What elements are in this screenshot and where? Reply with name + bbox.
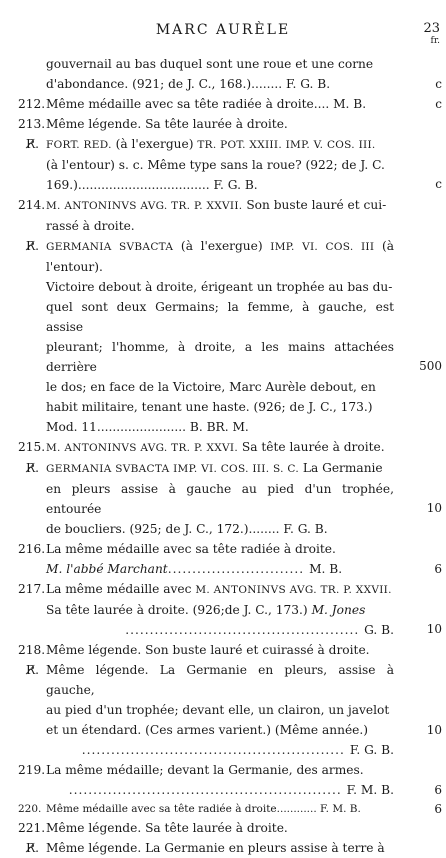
entry-number: 214.	[18, 198, 46, 212]
entry-line	[46, 579, 394, 600]
entry-line: et un étendard. (Ces armes varient.) (Même année.)	[46, 723, 369, 737]
entry-text: Son buste lauré et cui-	[242, 198, 387, 212]
entry-line: pleurant; l'homme, à droite, a les mains attachées derrière	[46, 340, 394, 374]
entry-line	[46, 417, 394, 437]
entry-number: 219.	[18, 763, 46, 777]
entry-continuation	[46, 54, 442, 94]
entry-value: 6	[434, 562, 442, 576]
entry-line: en pleurs assise à gauche au pied d'un trophée, entourée	[46, 482, 394, 516]
entry-text: 169.)..................................	[46, 178, 214, 192]
legend: GERMANIA SVBACTA IMP. VI. COS. III. S. C.	[46, 463, 299, 475]
entry-value: 6	[434, 802, 442, 816]
reverse-mark: R̸.	[26, 239, 40, 253]
entry-value: c	[435, 77, 442, 91]
entry-218	[18, 640, 394, 660]
entry-line: rassé à droite.	[46, 219, 135, 233]
running-title: MARC AURÈLE	[155, 22, 291, 38]
entry-refs: F. G. B.	[285, 77, 331, 91]
entry-221-reverse	[26, 838, 394, 858]
catalog-entries	[0, 54, 446, 858]
dot-leader: ......................................................	[81, 743, 350, 757]
entry-number: 220.	[18, 803, 42, 815]
reverse-mark: R̸.	[26, 841, 40, 855]
entry-line: (à l'entour) s. c. Même type sans la roue? (922; de J. C.	[46, 158, 385, 172]
entry-line	[46, 175, 394, 195]
entry-line: habit militaire, tenant une haste. (926; de J. C., 173.)	[46, 400, 373, 414]
entry-line	[46, 437, 394, 458]
entry-value: 10	[426, 622, 442, 636]
entry-refs: F. G. B.	[283, 522, 328, 536]
entry-line: quel sont deux Germains; la femme, à gauche, est assise	[46, 300, 394, 334]
entry-value: 10	[426, 501, 442, 515]
entry-line: Même légende. La Germanie en pleurs, assise à gauche,	[46, 663, 394, 697]
entry-value: 500	[419, 359, 442, 373]
entry-number: 213.	[18, 117, 46, 131]
owner-name: M. Jones	[311, 603, 366, 617]
entry-number: 216.	[18, 542, 46, 556]
entry-value: 6	[434, 783, 442, 797]
entry-215-reverse	[26, 458, 442, 539]
entry-220	[18, 800, 442, 818]
entry-line	[46, 780, 394, 800]
entry-value: c	[435, 97, 442, 111]
entry-line	[46, 620, 394, 640]
entry-215	[18, 437, 394, 458]
entry-refs: B. BR. M.	[189, 420, 249, 434]
entry-line	[46, 519, 394, 539]
entry-value: c	[435, 177, 442, 191]
entry-refs: G. B.	[364, 623, 394, 637]
entry-text: Même légende. Sa tête laurée à droite.	[46, 821, 288, 835]
entry-refs: F. G. B.	[213, 178, 258, 192]
entry-219	[18, 760, 442, 800]
entry-line: le dos; en face de la Victoire, Marc Aurèle debout, en	[46, 380, 376, 394]
entry-text: (à l'exergue)	[111, 137, 198, 151]
entry-line: Victoire debout à droite, érigeant un trophée au bas du-	[46, 280, 393, 294]
legend: FORT. RED.	[46, 139, 112, 151]
entry-text: La même médaille; devant la Germanie, des armes.	[46, 763, 364, 777]
entry-text: (à l'entour).	[46, 239, 394, 274]
legend: M. ANTONINVS AVG. TR. P. XXVII.	[195, 584, 392, 596]
entry-text: (à l'exergue)	[173, 239, 271, 253]
entry-text: Même médaille avec sa tête radiée à droite............	[46, 803, 321, 815]
entry-refs: F. M. B.	[346, 783, 394, 797]
page-number: 23	[423, 21, 440, 36]
entry-line	[46, 800, 394, 818]
entry-number: 218.	[18, 643, 46, 657]
page-header	[0, 0, 446, 48]
entry-text: Sa tête laurée à droite.	[238, 440, 385, 454]
entry-refs: M. B.	[309, 562, 343, 576]
entry-refs: F. G. B.	[349, 743, 394, 757]
entry-text: de boucliers. (925; de J. C., 172.)........	[46, 522, 284, 536]
entry-214-reverse	[26, 236, 442, 437]
entry-213-reverse	[26, 134, 442, 195]
entry-line	[46, 559, 394, 579]
entry-text: Mod. 11.......................	[46, 420, 190, 434]
entry-212	[18, 94, 442, 114]
entry-number: 217.	[18, 582, 46, 596]
entry-value: 10	[426, 723, 442, 737]
entry-text: La même médaille avec sa tête radiée à droite.	[46, 542, 336, 556]
entry-line: Même légende. La Germanie en pleurs assise à terre à	[46, 841, 385, 855]
entry-line	[46, 134, 394, 155]
dot-leader: ............................	[167, 562, 310, 576]
reverse-mark: R̸.	[26, 461, 40, 475]
entry-text: Même légende. Son buste lauré et cuirassé à droite.	[46, 643, 370, 657]
legend: M. ANTONINVS AVG. TR. P. XXVII.	[46, 200, 243, 212]
entry-line	[46, 458, 394, 479]
entry-text: La Germanie	[298, 461, 383, 475]
corner-note: fr.	[430, 36, 440, 46]
entry-text: Même médaille avec sa tête radiée à droite.... M. B.	[46, 97, 367, 111]
entry-line: au pied d'un trophée; devant elle, un clairon, un javelot	[46, 703, 390, 717]
entry-line: gouvernail au bas duquel sont une roue et une corne	[46, 57, 374, 71]
legend: IMP. VI. COS. III	[270, 241, 375, 253]
entry-221	[18, 818, 394, 838]
entry-text: La même médaille avec	[46, 582, 196, 596]
entry-number: 212.	[18, 97, 46, 111]
entry-line	[46, 74, 394, 94]
entry-text: Sa tête laurée à droite. (926;de J. C., 173.)	[46, 603, 312, 617]
reverse-mark: R̸.	[26, 137, 40, 151]
entry-line	[46, 236, 394, 277]
legend: TR. POT. XXIII. IMP. V. COS. III.	[197, 139, 376, 151]
entry-refs: F. M. B.	[320, 803, 361, 815]
entry-line	[46, 195, 394, 216]
entry-line	[46, 740, 394, 760]
entry-number: 215.	[18, 440, 46, 454]
reverse-mark: R̸.	[26, 663, 40, 677]
owner-name: M. l'abbé Marchant	[46, 562, 168, 576]
entry-text: d'abondance. (921; de J. C., 168.)........	[46, 77, 286, 91]
dot-leader: ........................................................	[68, 783, 347, 797]
entry-214	[18, 195, 394, 236]
legend: M. ANTONINVS AVG. TR. P. XXVI.	[46, 442, 238, 454]
entry-216	[18, 539, 442, 579]
entry-217	[18, 579, 442, 640]
entry-218-reverse	[26, 660, 442, 760]
entry-text: Même légende. Sa tête laurée à droite.	[46, 117, 288, 131]
entry-213	[18, 114, 394, 134]
dot-leader: ................................................	[125, 623, 365, 637]
legend: GERMANIA SVBACTA	[46, 241, 174, 253]
entry-number: 221.	[18, 821, 46, 835]
entry-line	[46, 600, 394, 620]
